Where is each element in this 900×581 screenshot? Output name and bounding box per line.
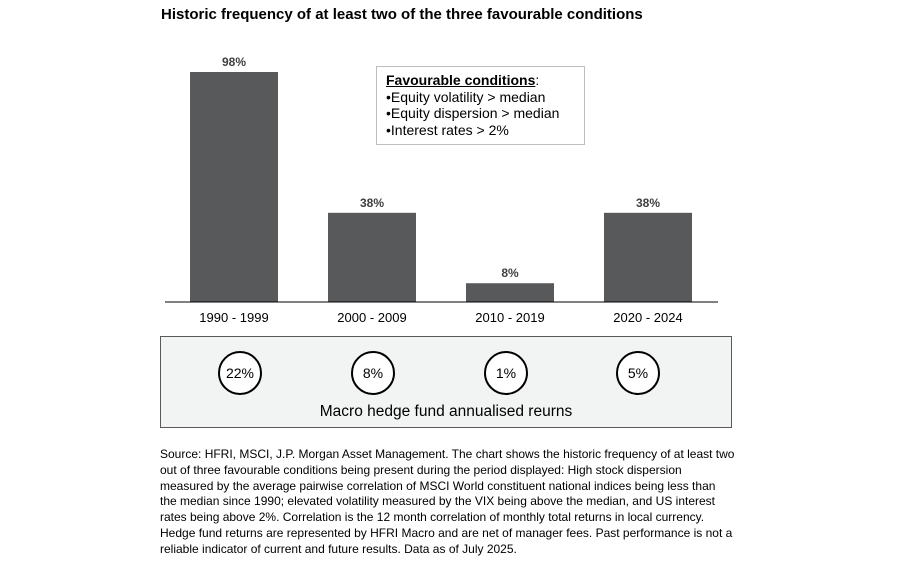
return-circle-1990s: 22% xyxy=(218,351,262,395)
x-tick-label-0: 1990 - 1999 xyxy=(199,310,269,325)
chart-title: Historic frequency of at least two of the three favourable conditions xyxy=(161,6,643,23)
legend-item-rates: • Interest rates > 2% xyxy=(386,122,584,139)
return-circle-2010s: 1% xyxy=(484,351,528,395)
legend-box xyxy=(376,66,585,145)
bar-0 xyxy=(190,72,278,302)
return-circle-2020s: 5% xyxy=(616,351,660,395)
x-tick-label-2: 2010 - 2019 xyxy=(475,310,545,325)
legend-heading xyxy=(386,72,584,89)
source-note: Source: HFRI, MSCI, J.P. Morgan Asset Management. The chart shows the historic frequency of at least two out of three favourable conditions being present during the period displayed: High stock dispersion measured by the average pairwise correlation of MSCI World constituent national indices being less than the median since 1990; elevated volatility measured by the VIX being above the median, and US interest rates being above 2%. Correlation is the 12 month correlation of monthly total returns in local currency. Hedge fund returns are represented by HFRI Macro and are net of manager fees. Past performance is not a reliable indicator of current and future results. Data as of July 2025. xyxy=(160,447,735,556)
return-circle-2000s: 8% xyxy=(351,351,395,395)
x-tick-label-1: 2000 - 2009 xyxy=(337,310,407,325)
data-label-2: 8% xyxy=(501,266,519,281)
x-tick-label-3: 2020 - 2024 xyxy=(613,310,683,325)
returns-panel xyxy=(160,336,732,428)
data-label-1: 38% xyxy=(359,195,385,210)
legend-item-volatility: • Equity volatility > median xyxy=(386,89,584,106)
legend-item-dispersion: • Equity dispersion > median xyxy=(386,105,584,122)
bar-1 xyxy=(328,213,416,302)
legend-title-colon: : xyxy=(535,72,540,88)
data-label-3: 38% xyxy=(635,195,661,210)
bar-3 xyxy=(604,213,692,302)
data-label-0: 98% xyxy=(221,55,247,69)
legend-title: Favourable conditions xyxy=(386,72,536,88)
returns-label: Macro hedge fund annualised reurns xyxy=(319,403,573,420)
bar-2 xyxy=(466,283,554,302)
